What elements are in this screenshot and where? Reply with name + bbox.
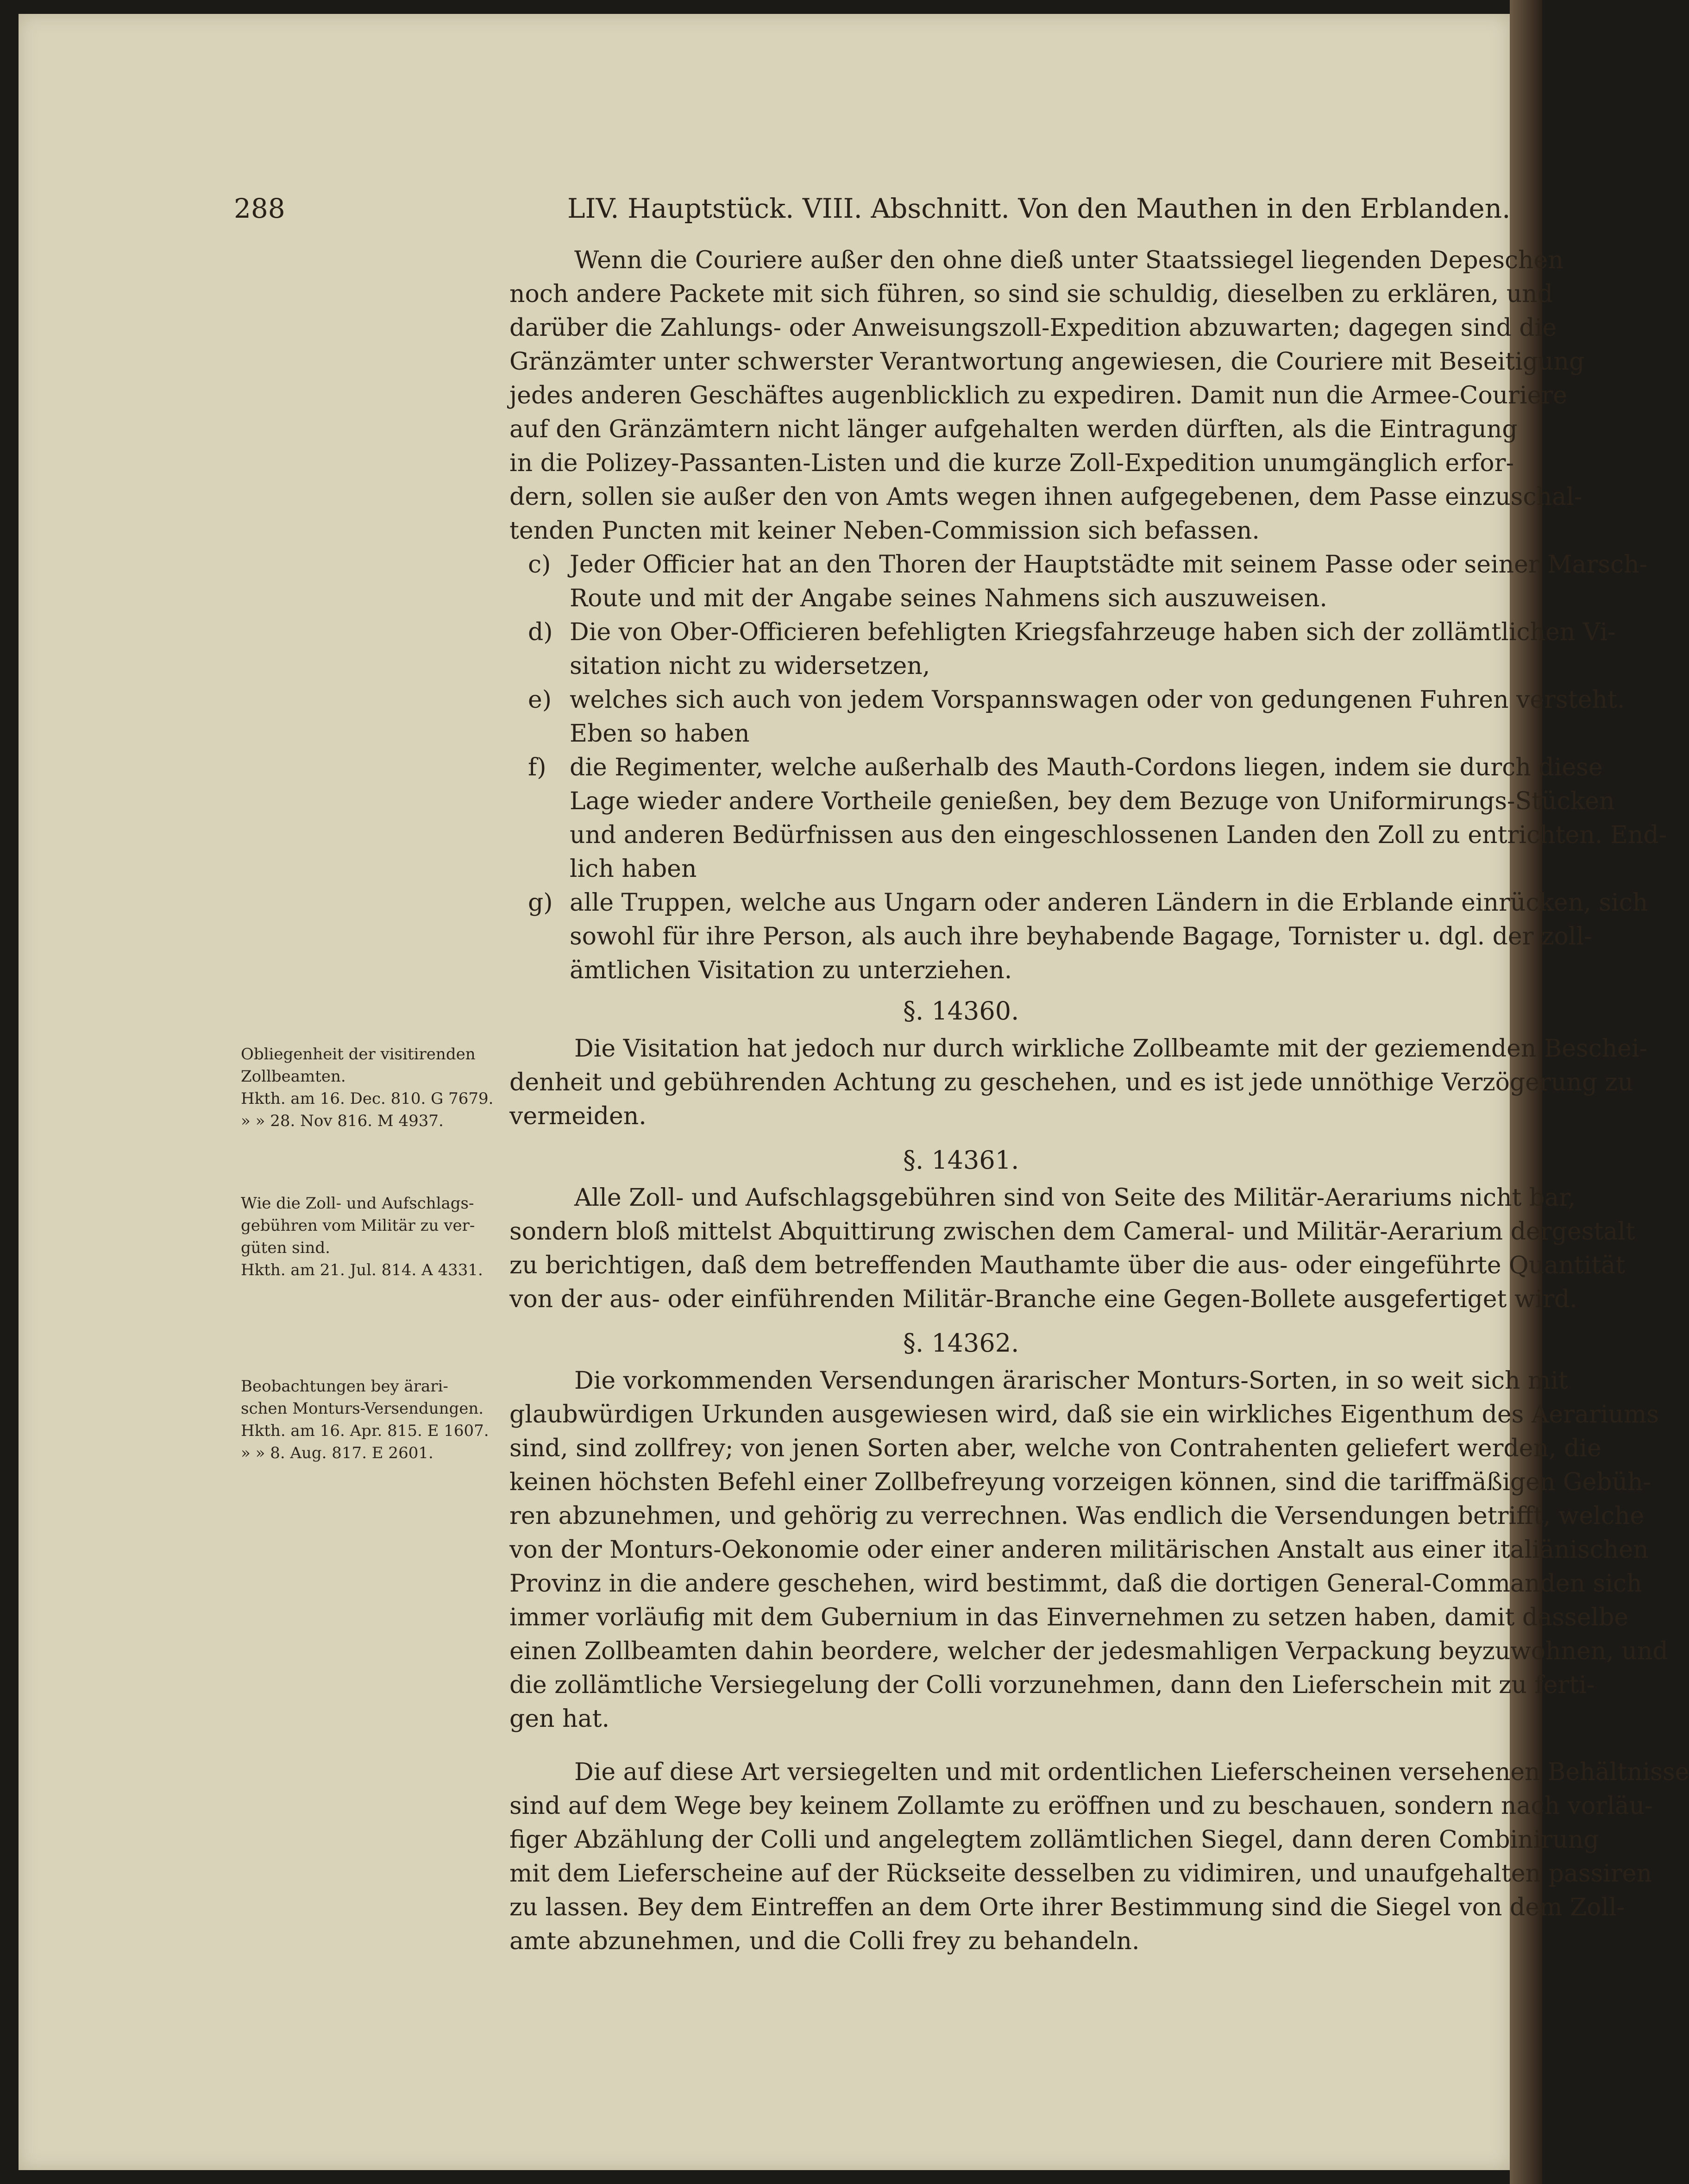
margin-note-line: Hkth. am 16. Apr. 815. E 1607. xyxy=(241,1422,489,1440)
paragraph-line: von der aus- oder einführenden Militär-Branche eine Gegen-Bollete ausgefertiget wird. xyxy=(509,1285,1577,1313)
list-item-line: Lage wieder andere Vortheile genießen, bey dem Bezuge von Uniformirungs-Stücken xyxy=(570,787,1615,815)
paragraph-line: auf den Gränzämtern nicht länger aufgehalten werden dürften, als die Eintragung xyxy=(509,415,1518,443)
paragraph-line: immer vorläufig mit dem Gubernium in das Einvernehmen zu setzen haben, damit dasselbe xyxy=(509,1604,1629,1631)
list-item-line: sowohl für ihre Person, als auch ihre beyhabende Bagage, Tornister u. dgl. der zoll- xyxy=(570,923,1592,950)
list-item-line: lich haben xyxy=(570,855,697,883)
margin-note-line: Zollbeamten. xyxy=(241,1067,346,1086)
paragraph-line: noch andere Packete mit sich führen, so sind sie schuldig, dieselben zu erklären, und xyxy=(509,280,1553,308)
margin-note-line: Hkth. am 16. Dec. 810. G 7679. xyxy=(241,1089,494,1108)
paragraph-line: sondern bloß mittelst Abquittirung zwischen dem Cameral- und Militär-Aerarium dergestalt xyxy=(509,1218,1635,1246)
paragraph-line: vermeiden. xyxy=(509,1102,647,1130)
list-item-line: Eben so haben xyxy=(570,720,750,748)
paragraph-line: darüber die Zahlungs- oder Anweisungszoll-Expedition abzuwarten; dagegen sind die xyxy=(509,314,1557,342)
paragraph-line: zu lassen. Bey dem Eintreffen an dem Orte ihrer Bestimmung sind die Siegel von dem Zoll- xyxy=(509,1894,1625,1921)
paragraph-line: Alle Zoll- und Aufschlagsgebühren sind von Seite des Militär-Aerariums nicht bar, xyxy=(574,1184,1576,1212)
paragraph-line: glaubwürdigen Urkunden ausgewiesen wird, daß sie ein wirkliches Eigenthum des Aerariums xyxy=(509,1401,1659,1429)
paragraph-line: Wenn die Couriere außer den ohne dieß unter Staatssiegel liegenden Depeschen xyxy=(574,246,1563,274)
paragraph-line: Die Visitation hat jedoch nur durch wirkliche Zollbeamte mit der geziemenden Beschei- xyxy=(574,1035,1648,1063)
margin-note-line: » » 28. Nov 816. M 4937. xyxy=(241,1112,444,1130)
margin-note-line: gebühren vom Militär zu ver- xyxy=(241,1216,475,1235)
paragraph-line: keinen höchsten Befehl einer Zollbefreyung vorzeigen können, sind die tariffmäßigen Gebüh- xyxy=(509,1468,1651,1496)
paragraph-line: tenden Puncten mit keiner Neben-Commission sich befassen. xyxy=(509,517,1260,545)
list-item-line: Route und mit der Angabe seines Nahmens sich auszuweisen. xyxy=(570,585,1327,612)
page-number: 288 xyxy=(234,193,285,224)
margin-note-line: güten sind. xyxy=(241,1239,330,1257)
list-item-letter: d) xyxy=(528,618,553,646)
paragraph-line: Die vorkommenden Versendungen ärarischer Monturs-Sorten, in so weit sich mit xyxy=(574,1367,1568,1395)
paragraph-line: ren abzunehmen, und gehörig zu verrechnen. Was endlich die Versendungen betrifft, welche xyxy=(509,1502,1645,1530)
paragraph-line: zu berichtigen, daß dem betreffenden Mauthamte über die aus- oder eingeführte Quantität xyxy=(509,1252,1626,1279)
paragraph-line: amte abzunehmen, und die Colli frey zu behandeln. xyxy=(509,1927,1140,1955)
margin-note-line: Beobachtungen bey ärari- xyxy=(241,1377,448,1396)
list-item-letter: g) xyxy=(528,889,553,917)
list-item-line: Die von Ober-Officieren befehligten Kriegsfahrzeuge haben sich der zollämtlichen Vi- xyxy=(570,618,1616,646)
list-item-letter: e) xyxy=(528,686,552,714)
list-item-line: sitation nicht zu widersetzen, xyxy=(570,652,930,680)
paragraph-line: figer Abzählung der Colli und angelegtem zollämtlichen Siegel, dann deren Combinirung xyxy=(509,1826,1599,1854)
page-header xyxy=(234,190,1511,227)
list-item-line: Jeder Officier hat an den Thoren der Hauptstädte mit seinem Passe oder seiner Marsch- xyxy=(570,551,1648,579)
paragraph-line: einen Zollbeamten dahin beordere, welcher der jedesmahligen Verpackung beyzuwohnen, und xyxy=(509,1637,1668,1665)
paragraph-line: denheit und gebührenden Achtung zu geschehen, und es ist jede unnöthige Verzögerung zu xyxy=(509,1069,1633,1096)
margin-note-line: schen Monturs-Versendungen. xyxy=(241,1399,484,1418)
paragraph-line: gen hat. xyxy=(509,1705,609,1733)
list-item-letter: f) xyxy=(528,754,546,781)
paragraph-line: sind auf dem Wege bey keinem Zollamte zu eröffnen und zu beschauen, sondern nach vorläu- xyxy=(509,1792,1653,1820)
list-item-line: welches sich auch von jedem Vorspannswagen oder von gedungenen Fuhren versteht. xyxy=(570,686,1625,714)
margin-note-line: Obliegenheit der visitirenden xyxy=(241,1045,476,1064)
paragraph-line: die zollämtliche Versiegelung der Colli vorzunehmen, dann den Lieferschein mit zu ferti- xyxy=(509,1671,1595,1699)
section-heading: §. 14360. xyxy=(903,996,1019,1026)
paragraph-line: jedes anderen Geschäftes augenblicklich zu expediren. Damit nun die Armee-Couriere xyxy=(509,382,1568,409)
list-item-line: alle Truppen, welche aus Ungarn oder anderen Ländern in die Erblande einrücken, sich xyxy=(570,889,1648,917)
running-head: LIV. Hauptstück. VIII. Abschnitt. Von den Mauthen in den Erblanden. xyxy=(567,193,1511,224)
margin-note-line: » » 8. Aug. 817. E 2601. xyxy=(241,1444,433,1462)
paragraph-line: dern, sollen sie außer den von Amts wegen ihnen aufgegebenen, dem Passe einzuschal- xyxy=(509,483,1582,511)
paragraph-line: mit dem Lieferscheine auf der Rückseite desselben zu vidimiren, und unaufgehalten passiren xyxy=(509,1860,1652,1888)
list-item-letter: c) xyxy=(528,551,551,579)
list-item-line: die Regimenter, welche außerhalb des Mauth-Cordons liegen, indem sie durch diese xyxy=(570,754,1603,781)
list-item-line: und anderen Bedürfnissen aus den eingeschlossenen Landen den Zoll zu entrichten. End- xyxy=(570,821,1667,849)
paragraph-line: Die auf diese Art versiegelten und mit ordentlichen Lieferscheinen versehenen Behältnisse xyxy=(574,1758,1689,1786)
section-heading: §. 14361. xyxy=(903,1145,1019,1175)
margin-note-line: Wie die Zoll- und Aufschlags- xyxy=(241,1194,474,1213)
paragraph-line: Provinz in die andere geschehen, wird bestimmt, daß die dortigen General-Commanden sich xyxy=(509,1570,1642,1598)
paragraph-line: in die Polizey-Passanten-Listen und die kurze Zoll-Expedition unumgänglich erfor- xyxy=(509,449,1514,477)
paragraph-line: sind, sind zollfrey; von jenen Sorten aber, welche von Contrahenten geliefert werden, die xyxy=(509,1435,1601,1462)
paragraph-line: Gränzämter unter schwerster Verantwortung angewiesen, die Couriere mit Beseitigung xyxy=(509,348,1585,376)
list-item-line: ämtlichen Visitation zu unterziehen. xyxy=(570,957,1012,984)
paragraph-line: von der Monturs-Oekonomie oder einer anderen militärischen Anstalt aus einer italiänischen xyxy=(509,1536,1649,1564)
section-heading: §. 14362. xyxy=(903,1328,1019,1358)
margin-note-line: Hkth. am 21. Jul. 814. A 4331. xyxy=(241,1261,483,1279)
